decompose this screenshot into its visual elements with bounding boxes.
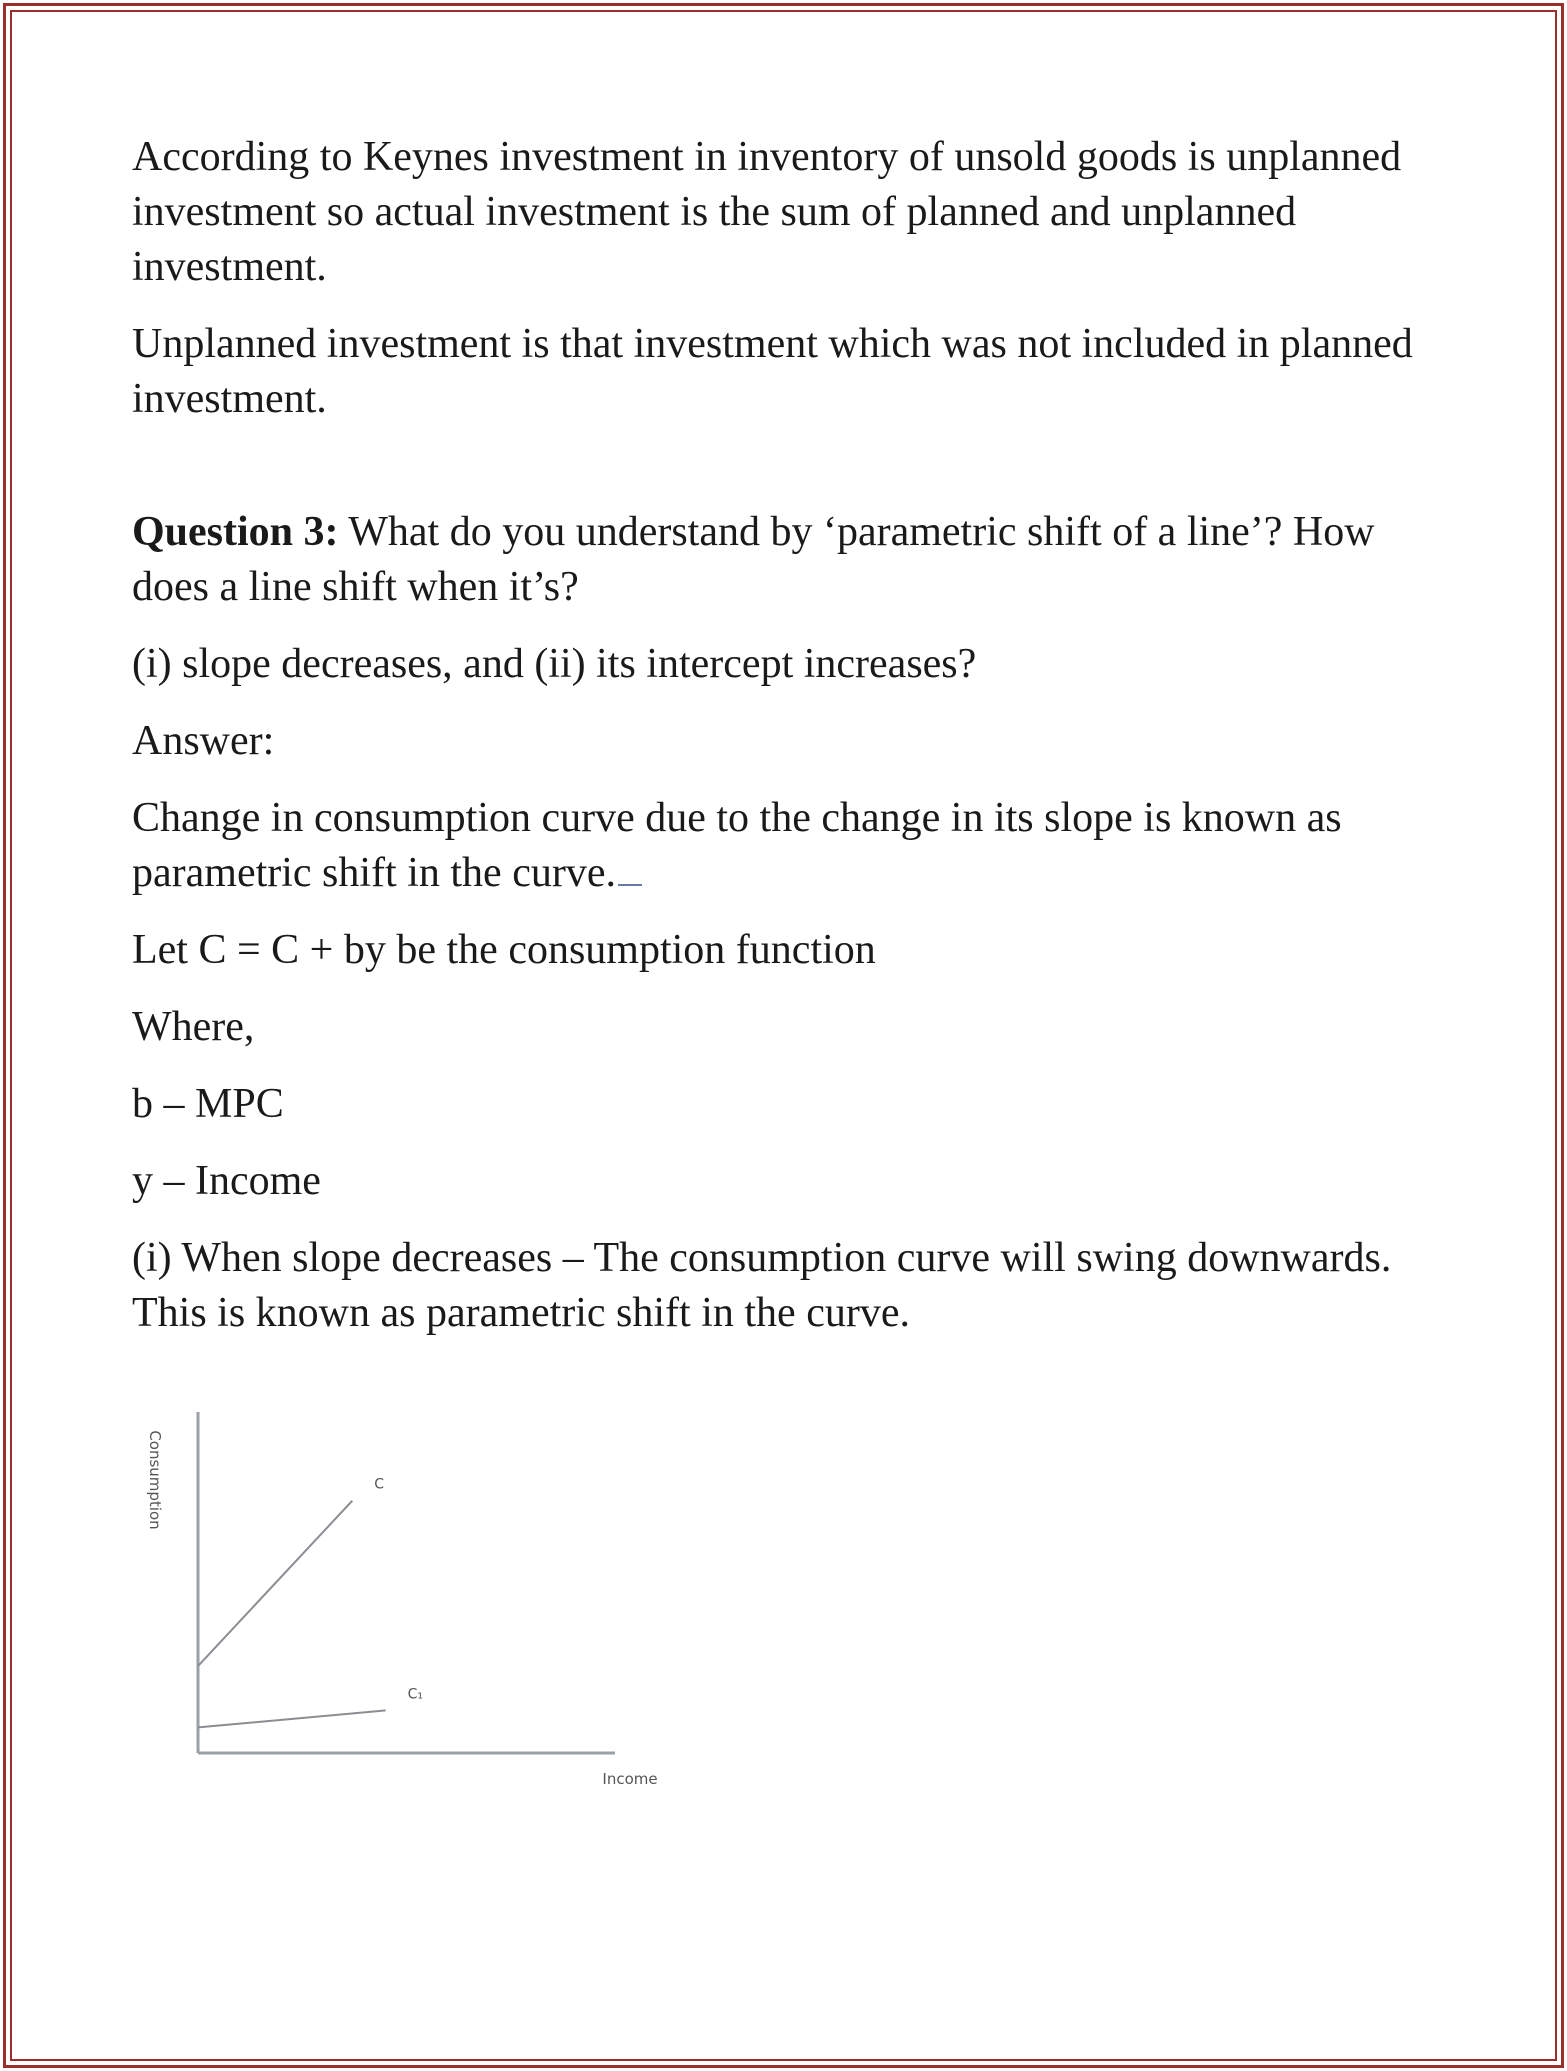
slope-decrease-explanation: (i) When slope decreases – The consumption curve will swing downwards. This is known as parametric shift in the curve. [132, 1235, 1392, 1336]
document-body [132, 130, 1452, 1341]
question-label: Question 3: [132, 509, 339, 555]
edit-mark [618, 884, 642, 886]
question-parts: (i) slope decreases, and (ii) its intercept increases? [132, 641, 977, 687]
series-line-c1 [198, 1710, 386, 1727]
chart-svg [120, 1400, 680, 1850]
question-text: What do you understand by ‘parametric shift of a line’? How does a line shift when it’s? [132, 509, 1375, 610]
question-3 [132, 505, 1452, 615]
paragraph-keynes-investment: According to Keynes investment in inventory of unsold goods is unplanned investment so actual investment is the sum of planned and unplanned investment. [132, 134, 1402, 290]
where-label: Where, [132, 1004, 255, 1050]
definition-y: y – Income [132, 1158, 321, 1204]
answer-definition-text: Change in consumption curve due to the change in its slope is known as parametric shift in the curve. [132, 795, 1342, 896]
answer-definition [132, 791, 1452, 901]
y-axis-label: Consumption [146, 1430, 164, 1530]
series-label-c: C [374, 1476, 385, 1493]
consumption-function: Let C = C + by be the consumption function [132, 927, 876, 973]
paragraph-unplanned-investment: Unplanned investment is that investment which was not included in planned investment. [132, 321, 1413, 422]
definition-b: b – MPC [132, 1081, 284, 1127]
consumption-chart [120, 1400, 680, 1850]
series-label-c1: C₁ [407, 1686, 424, 1703]
x-axis-label: Income [602, 1770, 658, 1788]
series-line-c [198, 1501, 352, 1666]
answer-label: Answer: [132, 718, 275, 764]
